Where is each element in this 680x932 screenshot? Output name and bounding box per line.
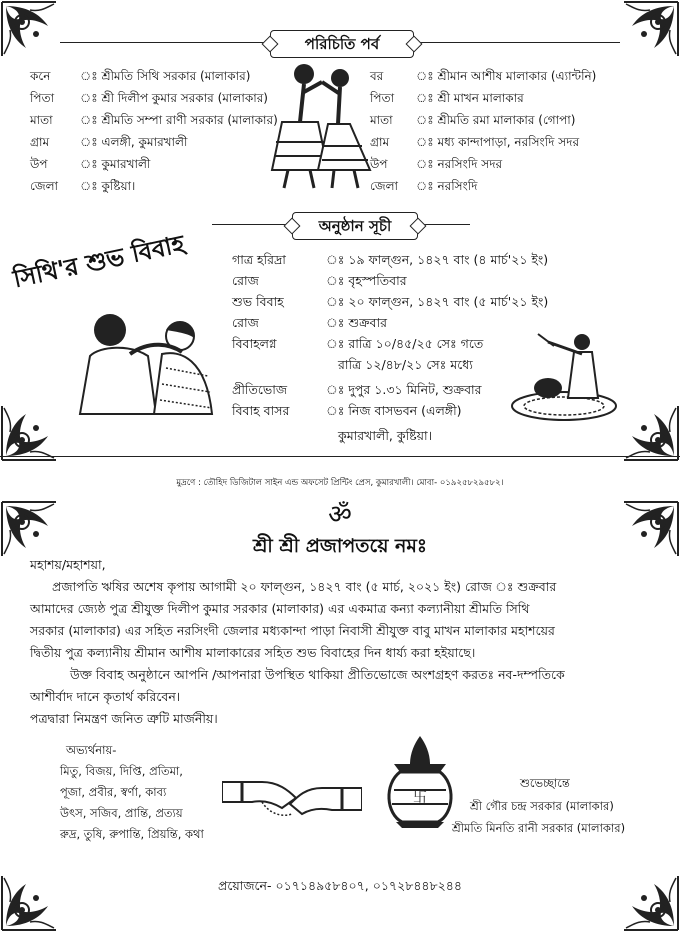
schedule-title-banner [292, 212, 418, 240]
schedule-value: ঃ রাত্রি ১০/৪৫/২৫ সেঃ গতে [326, 336, 484, 351]
musician-illustration [508, 322, 620, 424]
greeting: মহাশয়/মহাশয়া, [30, 557, 106, 572]
greeter-name: শ্রী গৌর চন্দ্র সরকার (মালাকার) [470, 799, 614, 813]
svg-text:卐: 卐 [413, 790, 427, 806]
schedule-label: গাত্র হরিদ্রা [232, 252, 286, 267]
schedule-label: শুভ বিবাহ [232, 294, 284, 309]
groom-value: ঃ শ্রীমান আশীষ মালাকার (এ্যান্টনি) [416, 69, 597, 83]
intro-title: পরিচিতি পর্ব [304, 35, 380, 53]
body-line: পত্রদ্বারা নিমন্ত্রণ জনিত ত্রুটি মার্জনীয়। [30, 711, 218, 726]
printer-credit: মুদ্রণে : তৌহিদ ডিজিটাল সাইন এন্ড অফসেট প্রিন্টিং প্রেস, কুমারখালী। মোবা- ০১৯২৫৮২৯৫৮২। [176, 478, 504, 488]
om-icon: ॐ [328, 500, 352, 530]
corner-ornament-icon [0, 874, 58, 932]
wishers-line: মিতু, বিজয়, দিপ্তি, প্রতিমা, [60, 764, 183, 778]
schedule-value: ঃ বৃহস্পতিবার [326, 273, 407, 288]
greeter-name: শ্রীমতি মিনতি রানী সরকার (মালাকার) [452, 821, 626, 835]
dancing-couple-illustration [262, 52, 380, 192]
schedule-value: ঃ দুপুর ১.৩১ মিনিট, শুক্রবার [326, 382, 482, 397]
body-line: উক্ত বিবাহ অনুষ্ঠানে আপনি /আপনারা উপস্থিত থাকিয়া প্রীতিভোজে অংশগ্রহণ করতঃ নব-দম্পতিকে [70, 667, 565, 682]
bride-district-value: ঃ কুষ্টিয়া। [80, 179, 136, 193]
bride-mother-value: ঃ শ্রীমতি সম্পা রাণী সরকার (মালাকার) [80, 113, 278, 127]
body-line: আমাদের জ্যেষ্ঠ পুত্র শ্রীযুক্ত দিলীপ কুমার সরকার (মালাকার) এর একমাত্র কন্যা কল্যানীয়া শ্রীমতি সিথি [30, 601, 530, 616]
groom-district-value: ঃ নরসিংদি [416, 179, 478, 193]
groom-mother-label: মাতা [370, 113, 393, 127]
groom-upazila-label: উপ [370, 157, 388, 171]
schedule-label: বিবাহলগ্ন [232, 336, 277, 351]
corner-ornament-icon [622, 404, 680, 462]
schedule-value: রাত্রি ১২/৪৮/২১ সেঃ মধ্যে [338, 357, 473, 372]
body-line: আশীর্বাদ দানে কৃতার্থ করিবেন। [30, 689, 181, 704]
holding-hands-illustration [222, 762, 362, 832]
corner-ornament-icon [622, 500, 680, 558]
corner-ornament-icon [622, 874, 680, 932]
bride-groom-illustration [70, 296, 220, 416]
wedding-calligraphy: সিথি'র শুভ বিবাহ [10, 228, 187, 294]
groom-upazila-value: ঃ নরসিংদি সদর [416, 157, 503, 171]
invocation-heading: শ্রী শ্রী প্রজাপতয়ে নমঃ [252, 535, 428, 557]
groom-father-label: পিতা [370, 91, 395, 105]
body-line: দ্বিতীয় পুত্র কল্যানীয় শ্রীমান আশীষ মালাকারের সহিত শুভ বিবাহের দিন ধার্য্য করা হইয়াছে। [30, 645, 476, 660]
corner-ornament-icon [0, 0, 58, 58]
groom-father-value: ঃ শ্রী মাখন মালাকার [416, 91, 524, 105]
schedule-value: ঃ শুক্রবার [326, 315, 388, 330]
schedule-label: রোজ [232, 315, 259, 330]
schedule-label: রোজ [232, 273, 259, 288]
mangal-kalash-icon [380, 730, 460, 830]
wishers-line: উৎস, সজিব, প্রান্তি, প্রত্যয় [60, 806, 183, 820]
bride-upazila-label: উপ [30, 157, 48, 171]
schedule-label: প্রীতিভোজ [232, 382, 288, 397]
bride-upazila-value: ঃ কুমারখালী [80, 157, 151, 171]
divider [0, 456, 680, 457]
groom-district-label: জেলা [370, 179, 399, 193]
bride-district-label: জেলা [30, 179, 59, 193]
wishers-line: পূজা, প্রবীর, স্বর্ণা, কাব্য [60, 785, 167, 799]
body-line: প্রজাপতি ঋষির অশেষ কৃপায় আগামী ২০ ফাল্গুন, ১৪২৭ বাং (৫ মার্চ, ২০২১ ইং) রোজ ঃ শুক্রবার [52, 579, 557, 594]
groom-mother-value: ঃ শ্রীমতি রমা মালাকার (গোপা) [416, 113, 576, 127]
schedule-value: ঃ নিজ বাসভবন (এলঙ্গী) [326, 403, 462, 418]
schedule-title: অনুষ্ঠান সূচী [318, 217, 392, 235]
schedule-label: বিবাহ বাসর [232, 403, 290, 418]
invitation-card-bottom [0, 500, 680, 932]
groom-village-value: ঃ মধ্য কান্দাপাড়া, নরসিংদি সদর [416, 135, 580, 149]
bride-mother-label: মাতা [30, 113, 53, 127]
groom-village-label: গ্রাম [370, 135, 390, 149]
groom-label: বর [370, 69, 384, 83]
body-line: সরকার (মালাকার) এর সহিত নরসিংদী জেলার মধ্যকান্দা পাড়া নিবাসী শ্রীযুক্ত বাবু মাখন মালাকার মহাশয়ের [30, 623, 555, 638]
corner-ornament-icon [622, 0, 680, 58]
contact-numbers: প্রয়োজনে- ০১৭১৪৯৫৮৪০৭, ০১৭২৮৪৪৮২৪৪ [217, 878, 462, 893]
corner-ornament-icon [0, 500, 58, 558]
bride-village-label: গ্রাম [30, 135, 50, 149]
corner-ornament-icon [0, 404, 58, 462]
bride-father-value: ঃ শ্রী দিলীপ কুমার সরকার (মালাকার) [80, 91, 268, 105]
bride-value: ঃ শ্রীমতি সিথি সরকার (মালাকার) [80, 69, 251, 83]
wishers-title: অভ্যর্থনায়- [66, 743, 117, 757]
schedule-value: কুমারখালী, কুষ্টিয়া। [338, 428, 433, 443]
bride-village-value: ঃ এলঙ্গী, কুমারখালী [80, 135, 188, 149]
schedule-value: ঃ ২০ ফাল্গুন, ১৪২৭ বাং (৫ মার্চ'২১ ইং) [326, 294, 549, 309]
bride-label: কনে [30, 69, 51, 83]
wishers-line: রুদ্র, তুষি, রুপান্তি, প্রিয়ন্তি, কথা [60, 827, 204, 841]
greeters-title: শুভেচ্ছান্তে [520, 776, 570, 790]
schedule-value: ঃ ১৯ ফাল্গুন, ১৪২৭ বাং (৪ মার্চ'২১ ইং) [326, 252, 549, 267]
bride-father-label: পিতা [30, 91, 55, 105]
